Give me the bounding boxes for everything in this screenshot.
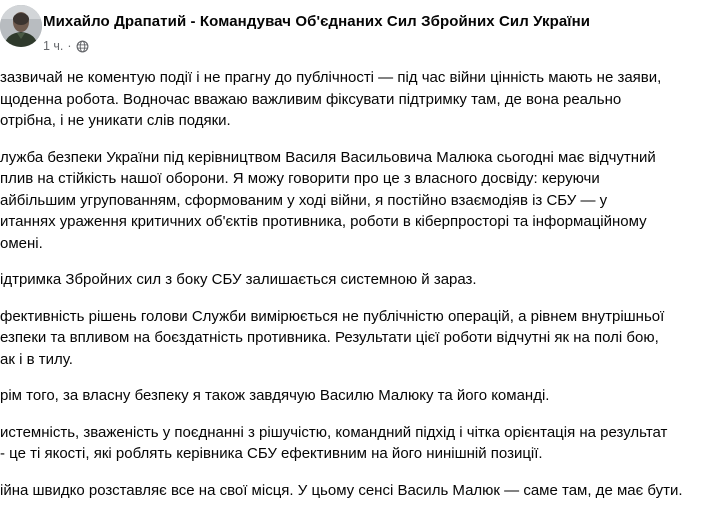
post-paragraph <box>0 422 720 465</box>
text-line: рім того, за власну безпеку я також завдячую Василю Малюку та його команді. <box>0 387 550 404</box>
author-name[interactable]: Михайло Драпатий - Командувач Об'єднаних Сил Збройних Сил України <box>43 13 591 30</box>
text-line: зазвичай не коментую події і не прагну до публічності — під час війни цінність мають не заяви, <box>0 69 662 86</box>
post-timestamp[interactable]: 1 ч. <box>43 39 64 53</box>
text-line: омені. <box>0 234 43 252</box>
text-line: итаннях ураження критичних об'єктів противника, роботи в кіберпросторі та інформаційному <box>0 213 647 230</box>
post-paragraph <box>0 480 720 502</box>
post-meta <box>43 38 89 54</box>
text-line: щоденна робота. Водночас вважаю важливим фіксувати підтримку там, де вона реально <box>0 90 622 108</box>
text-line: - це ті якості, які роблять керівника СБУ ефективним на його нинішній позиції. <box>0 445 543 462</box>
globe-icon[interactable] <box>76 40 89 53</box>
post-paragraph <box>0 269 720 291</box>
text-line: ідтримка Збройних сил з боку СБУ залишається системною й зараз. <box>0 271 477 288</box>
avatar-image <box>0 5 42 47</box>
post-paragraph <box>0 385 720 407</box>
author-avatar[interactable] <box>0 5 42 47</box>
post-paragraph <box>0 67 720 132</box>
post-header <box>0 0 720 62</box>
text-line: истемність, зваженість у поєднанні з рішучістю, командний підхід і чітка орієнтація на результат <box>0 423 668 441</box>
text-line: плив на стійкість нашої оборони. Я можу говорити про це з власного досвіду: керуючи <box>0 170 600 187</box>
text-line: лужба безпеки України під керівництвом Василя Васильовича Малюка сьогодні має відчутний <box>0 148 656 166</box>
text-line: езпеки та впливом на боєздатність противника. Результати цієї роботи відчутні як на полі бою, <box>0 329 659 346</box>
text-line: фективність рішень голови Служби вимірюється не публічністю операцій, а рівнем внутрішньої <box>0 307 665 325</box>
text-line: ійна швидко розставляє все на свої місця. У цьому сенсі Василь Малюк — саме там, де має бути. <box>0 481 683 499</box>
post-body <box>0 67 720 516</box>
text-line: отрібна, і не уникати слів подяки. <box>0 112 231 129</box>
text-line: ак і в тилу. <box>0 350 73 368</box>
text-line: айбільшим угрупованням, сформованим у ході війни, я постійно взаємодіяв із СБУ — у <box>0 191 608 209</box>
post-paragraph <box>0 306 720 371</box>
meta-separator: · <box>67 39 72 53</box>
post-paragraph <box>0 147 720 255</box>
